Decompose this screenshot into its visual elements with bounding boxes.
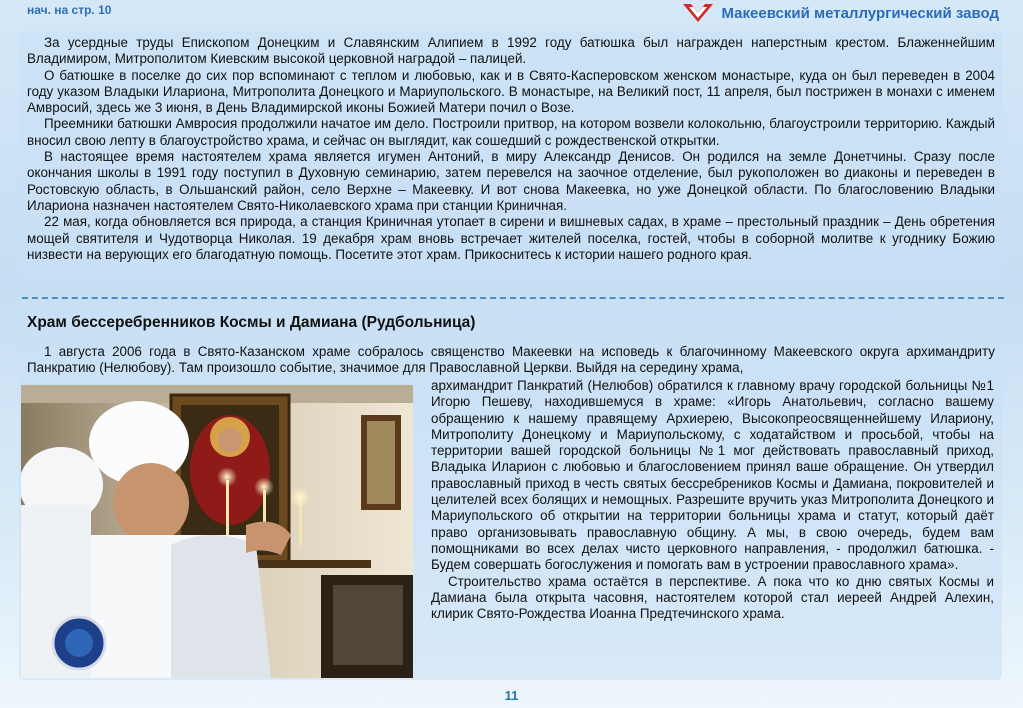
paragraph: Строительство храма остаётся в перспективе. А пока что ко дню святых Космы и Дамиана была открыта часовня, настоятелем которой стал иереей Андрей Алехин, клирик Свято-Рождества Иоанна Предтечинского храма. [431, 573, 994, 622]
article-intro [27, 344, 995, 377]
paragraph: О батюшке в поселке до сих пор вспоминают с теплом и любовью, как и в Свято-Касперовском женском монастыре, куда он был переведен в 2004 году указом Владыки Илариона, Митрополита Донецкого и Мариупольского. В монастыре, на Великий пост, 11 апреля, был пострижен в монахи с именем Амвросий, здесь же 3 июня, в День Владимирской иконы Божией Матери почил о Возе. [27, 67, 995, 116]
heading-underline [22, 336, 542, 337]
paragraph: 1 августа 2006 года в Свято-Казанском храме собралось священство Макеевки на исповедь к благочинному Макеевского округа архимандриту Панкратию (Нелюбову). Там произошло событие, значимое для Православной Церкви. Выйдя на середину храма, [27, 344, 995, 376]
paragraph: Преемники батюшки Амвросия продолжили начатое им дело. Построили притвор, на котором возвели колокольню, благоустроили территорию. Каждый вносил свою лепту в благоустройство храма, и сейчас он выглядит, как сошедший с рождественской открытки. [27, 116, 995, 148]
paragraph: За усердные труды Епископом Донецким и Славянским Алипием в 1992 году батюшка был награжден наперстным крестом. Блаженнейшим Владимиром, Митрополитом Киевским высокой церковной наградой – палицей. [27, 35, 995, 67]
continued-from-note: нач. на стр. 10 [27, 3, 112, 17]
article-continued [27, 35, 995, 263]
brand-header [681, 2, 999, 24]
page-number: 11 [504, 688, 519, 703]
paragraph: архимандрит Панкратий (Нелюбов) обратился к главному врачу городской больницы №1 Игорю Пешеву, находившемуся в храме: «Игорь Анатольевич, согласно вашему обращению к нашему правящему Архиерею, Высокопреосвященнейшему Илариону, Митрополиту Донецкому и Мариупольскому, с ходатайством и просьбой, чтобы на территории вашей городской больницы №1 мог действовать православный приход, Владыка Иларион с любовью и благословением принял ваше обращение. Он утвердил православный приход в честь святых бессребреников Космы и Дамиана, покровителей и целителей всех болящих и немощных. Разрешите вручить указ Митрополита Донецкого и Мариупольского об открытии на территории больницы храма и статут, который даёт право организовывать православную общину. А мы, в свою очередь, будем вам помощниками во всех делах чисто церковного направления, - продолжил батюшка. - Будем совершать богослужения и помогать вам в устроении православного храма». [431, 378, 994, 573]
brand-name: Макеевский металлургический завод [721, 4, 999, 22]
section-heading: Храм бессеребренников Космы и Дамиана (Рудбольница) [27, 314, 476, 331]
paragraph: В настоящее время настоятелем храма является игумен Антоний, в миру Александр Денисов. Он родился на земле Донетчины. Сразу после окончания школы в 1991 году поступил в Духовную семинарию, затем перевелся на заочное отделение, был рукоположен во диаконы и переведен в Ростовскую область, в Ольшанский район, село Верхне – Макеевку. И вот снова Макеевка, но уже Донецкой области. По благословению Владыки Илариона назначен настоятелем Свято-Николаевского храма при станции Криничная. [27, 149, 995, 213]
article-body [431, 378, 994, 622]
company-logo-icon [681, 2, 715, 24]
chapel-photo [21, 385, 413, 678]
section-divider [22, 297, 1004, 299]
paragraph: 22 мая, когда обновляется вся природа, а станция Криничная утопает в сирени и вишневых садах, в храме – престольный праздник – День обретения мощей святителя и Чудотворца Николая. 19 декабря храм вновь встречает жителей поселка, гостей, чтобы в соборной молитве к угоднику Божию низвести на верующих его благодатную помощь. Посетите этот храм. Прикоснитесь к истории нашего родного края. [27, 214, 995, 262]
